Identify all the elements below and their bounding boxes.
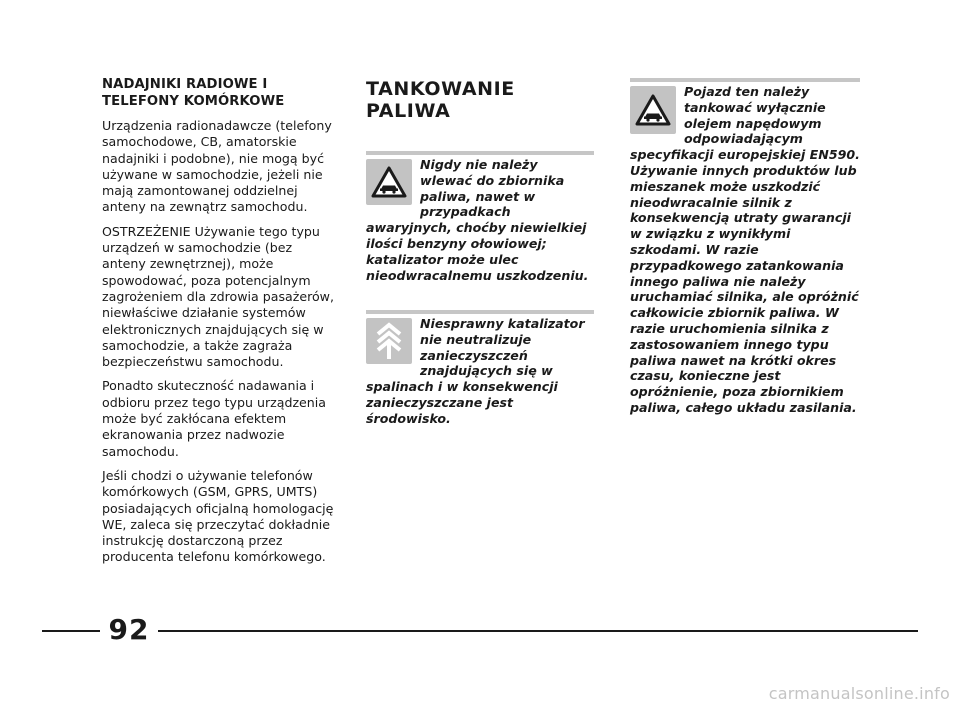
radio-paragraph-4: Jeśli chodzi o używanie telefonów komórkowych (GSM, GPRS, UMTS) posiadających oficjalną homologację WE, zaleca się przeczytać dokładnie instrukcję dostarczoną przez producenta telefonu komórkowego. xyxy=(102,467,334,565)
diesel-fuel-warning-text: Pojazd ten należy tankować wyłącznie olejem napędowym odpowiadającym specyfikacji europejskiej EN590. Używanie innych produktów lub mieszanek może uszkodzić nieodwracalnie silnik z konsekwencją utraty gwarancji w związku z wynikłymi szkodami. W razie przypadkowego zatankowania innego paliwa nie należy uruchamiać silnika, ale opróżnić całkowicie zbiornik paliwa. W razie uruchomienia silnika z zastosowaniem innego typu paliwa nawet na krótki okres czasu, konieczne jest opróżnienie, poza zbiornikiem paliwa, całego układu zasilania. xyxy=(630,84,860,415)
footer-rule-left xyxy=(42,630,100,632)
lead-fuel-warning-note xyxy=(366,151,594,283)
radio-section xyxy=(102,76,336,574)
radio-paragraph-2: OSTRZEŻENIE Używanie tego typu urządzeń w samochodzie (bez anteny zewnętrznej), może spowodować, poza potencjalnym zagrożeniem dla zdrowia pasażerów, niewłaściwe działanie systemów elektronicznych znajdujących się w samochodzie, a także zagraża bezpieczeństwu samochodu. xyxy=(102,223,334,370)
catalyst-environment-text: Niesprawny katalizator nie neutralizuje zanieczyszczeń znajdujących się w spalinach i w konsekwencji zanieczyszczane jest środowisko. xyxy=(366,316,585,426)
radio-section-heading: NADAJNIKI RADIOWE I TELEFONY KOMÓRKOWE xyxy=(102,77,285,109)
footer-rule-right xyxy=(158,630,918,632)
watermark: carmanualsonline.info xyxy=(768,684,950,703)
car-warning-triangle-icon xyxy=(366,159,412,205)
radio-paragraph-3: Ponadto skuteczność nadawania i odbioru przez tego typu urządzenia może być zakłócana efektem ekranowania przez nadwozie samochodu. xyxy=(102,378,327,459)
radio-paragraph-1: Urządzenia radionadawcze (telefony samochodowe, CB, amatorskie nadajniki i podobne), nie mogą być używane w samochodzie, jeżeli nie mają zamontowanej oddzielnej anteny na zewnątrz samochodu. xyxy=(102,118,332,215)
page-number: 92 xyxy=(108,613,150,646)
tree-environment-icon xyxy=(366,318,412,364)
fuel-title-line-2: PALIWA xyxy=(366,100,451,122)
fuel-section-title xyxy=(366,78,594,122)
fuel-title-line-1: TANKOWANIE xyxy=(366,78,515,100)
lead-fuel-warning-text: Nigdy nie należy wlewać do zbiornika paliwa, nawet w przypadkach awaryjnych, choćby niewielkiej ilości benzyny ołowiowej; katalizator może ulec nieodwracalnemu uszkodzeniu. xyxy=(366,157,589,283)
fuel-section xyxy=(366,78,594,426)
diesel-fuel-warning-note xyxy=(630,78,860,416)
catalyst-environment-note xyxy=(366,310,594,427)
car-warning-triangle-icon xyxy=(630,86,676,134)
